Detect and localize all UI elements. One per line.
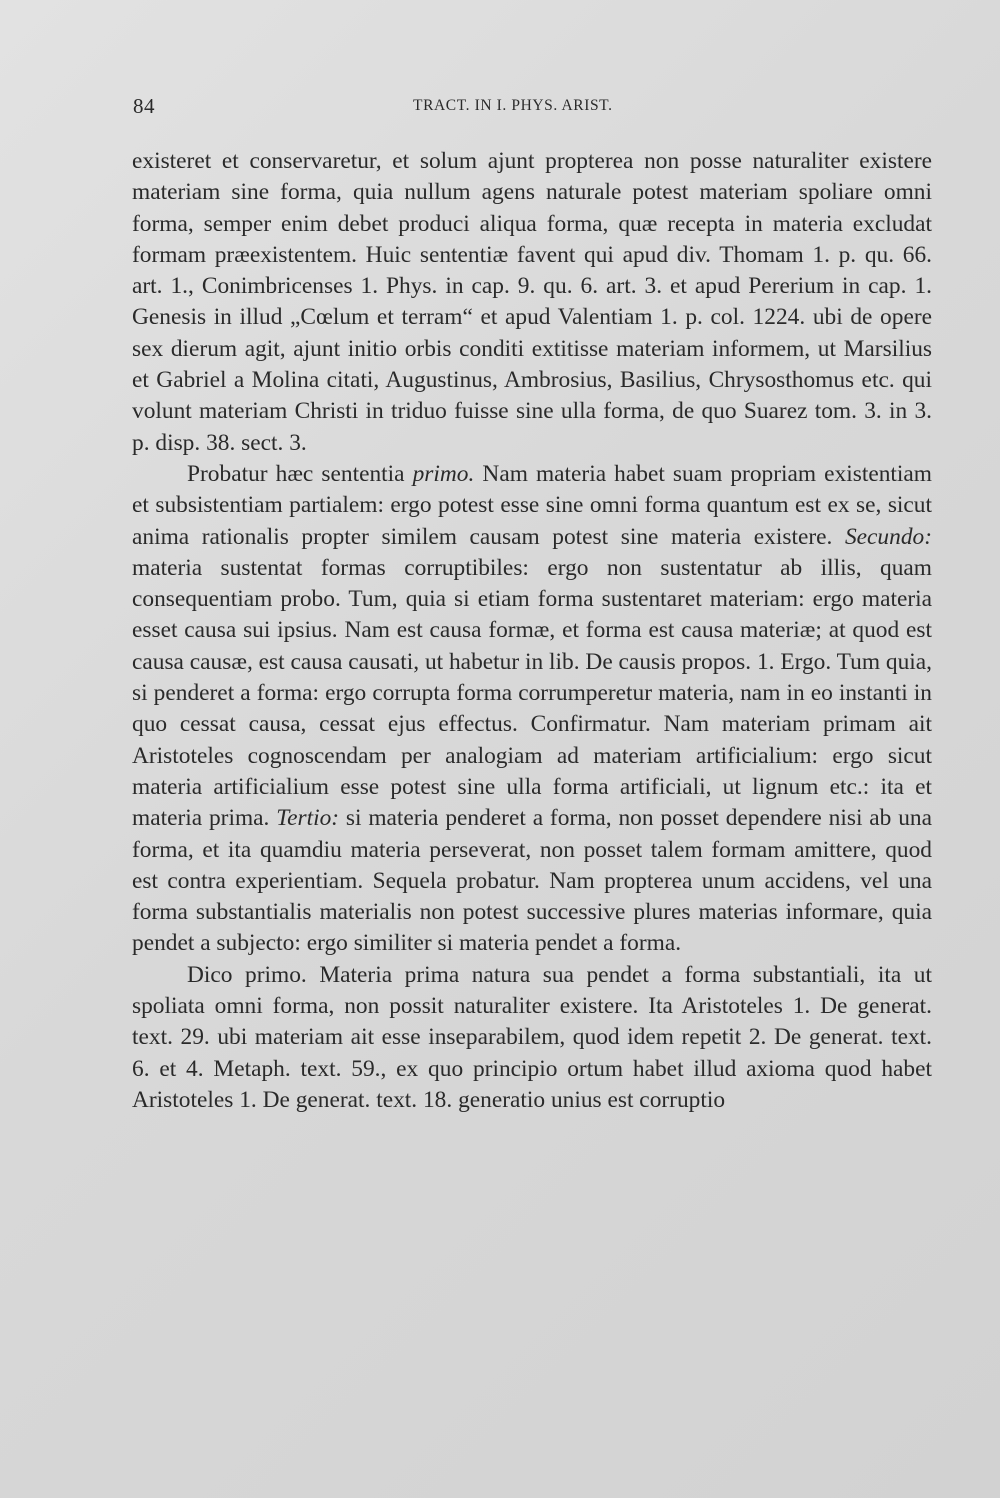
page-number: 84 (133, 94, 155, 118)
page-header (133, 94, 933, 124)
paragraph-2-part-b: Nam materia habet suam propriam existentiam et subsistentiam partialem: ergo potest esse sine omni forma quantum est ex se, sicut anima rationalis propter similem causam potest sine materia existere. (132, 460, 932, 550)
paragraph-2 (132, 459, 932, 960)
body-text (132, 146, 932, 1116)
emphasis-primo: primo. (412, 460, 475, 487)
paragraph-2-part-d: si materia penderet a forma, non posset dependere nisi ab una forma, et ita quamdiu materia perseverat, non posset talem formam amittere, quod est contra experientiam. Sequela probatur. Nam propterea unum accidens, vel una forma substantialis materialis non potest successive plures materias informare, quia pendet a subjecto: ergo similiter si materia pendet a forma. (132, 805, 932, 957)
running-title: TRACT. IN I. PHYS. ARIST. (413, 97, 613, 114)
paragraph-2-part-a: Probatur hæc sententia (187, 460, 413, 487)
paragraph-2-part-c: materia sustentat formas corruptibiles: ergo non sustentatur ab illis, quam consequentiam probo. Tum, quia si etiam forma sustentaret materiam: ergo materia esset causa sui ipsius. Nam est causa formæ, et forma est causa materiæ; at quod est causa causæ, est causa causati, ut habetur in lib. De causis propos. 1. Ergo. Tum quia, si penderet a forma: ergo corrupta forma corrumperetur materia, nam in eo instanti in quo cessat causa, cessat ejus effectus. Confirmatur. Nam materiam primam ait Aristoteles cognoscendam per analogiam ad materiam artificialium: ergo sicut materia artificialium esse potest sine ulla forma artificiali, ut lignum etc.: ita et materia prima. (132, 554, 932, 832)
emphasis-secundo: Secundo: (844, 523, 932, 550)
paragraph-1: existeret et conservaretur, et solum ajunt propterea non posse naturaliter existere materiam sine forma, quia nullum agens naturale potest materiam spoliare omni forma, semper enim debet produci aliqua forma, quæ recepta in materia excludat formam præexistentem. Huic sententiæ favent qui apud div. Thomam 1. p. qu. 66. art. 1., Conimbricenses 1. Phys. in cap. 9. qu. 6. art. 3. et apud Pererium in cap. 1. Genesis in illud „Cœlum et terram“ et apud Valentiam 1. p. col. 1224. ubi de opere sex dierum agit, ajunt initio orbis conditi extitisse materiam informem, ut Marsilius et Gabriel a Molina citati, Augustinus, Ambrosius, Basilius, Chrysosthomus etc. qui volunt materiam Christi in triduo fuisse sine ulla forma, de quo Suarez tom. 3. in 3. p. disp. 38. sect. 3. (132, 148, 932, 456)
emphasis-tertio: Tertio: (276, 805, 340, 832)
paragraph-3: Dico primo. Materia prima natura sua pendet a forma substantiali, ita ut spoliata omni forma, non possit naturaliter existere. Ita Aristoteles 1. De generat. text. 29. ubi materiam ait esse inseparabilem, quod idem repetit 2. De generat. text. 6. et 4. Metaph. text. 59., ex quo principio ortum habet illud axioma quod habet Aristoteles 1. De generat. text. 18. generatio unius est corruptio (132, 961, 932, 1113)
